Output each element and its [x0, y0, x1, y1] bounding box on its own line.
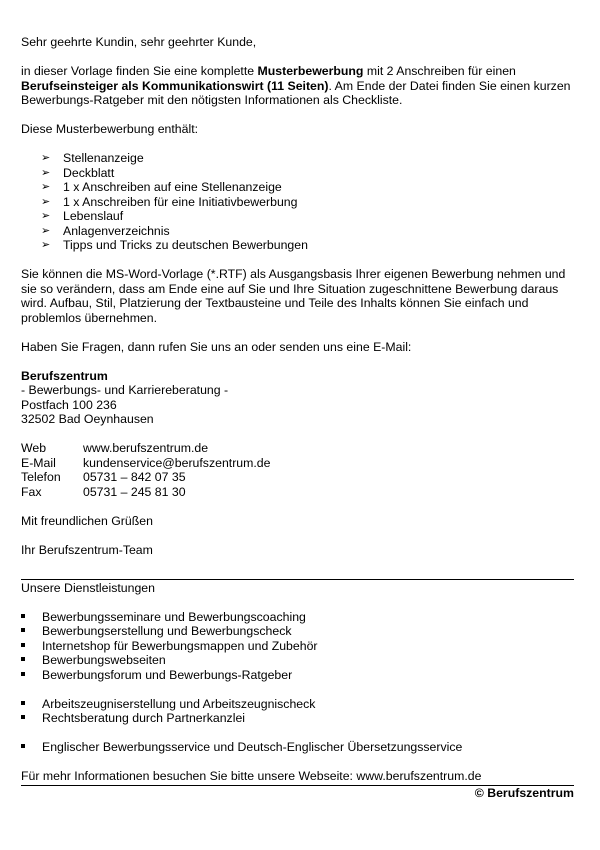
contact-table — [21, 441, 270, 499]
services-heading: Unsere Dienstleistungen — [21, 580, 155, 595]
square-bullet-icon — [21, 628, 25, 632]
services-list-2 — [21, 697, 576, 726]
services-list-1 — [21, 610, 576, 683]
document-page — [21, 35, 576, 800]
questions-line: Haben Sie Fragen, dann rufen Sie uns an oder senden uns eine E-Mail: — [21, 339, 412, 354]
arrowhead-right-icon: ➢ — [41, 195, 51, 208]
list-item: ➢ Lebenslauf — [41, 209, 124, 223]
list-item: Internetshop für Bewerbungsmappen und Zubehör — [21, 639, 576, 654]
arrowhead-right-icon: ➢ — [41, 239, 51, 251]
arrowhead-right-icon: ➢ — [41, 166, 51, 179]
list-item: ➢ 1 x Anschreiben auf eine Stellenanzeige — [41, 180, 282, 194]
intro-paragraph — [21, 64, 576, 108]
list-item: ➢ Stellenanzeige — [41, 151, 144, 165]
list-item: Bewerbungsforum und Bewerbungs-Ratgeber — [21, 668, 576, 683]
intro-bold-target: Berufseinsteiger als Kommunikationswirt (11 Seiten) — [21, 78, 329, 93]
website-link[interactable]: www.berufszentrum.de — [83, 441, 209, 455]
square-bullet-icon — [21, 614, 25, 618]
fax-number: 05731 – 245 81 30 — [83, 484, 186, 499]
square-bullet-icon — [21, 715, 25, 719]
phone-number: 05731 – 842 07 35 — [83, 470, 186, 484]
intro-text-3: . Am Ende der Datei finden Sie einen kurzen Bewerbungs-Ratgeber mit den nötigsten Informationen als Checkliste. — [21, 78, 571, 107]
square-bullet-icon — [21, 744, 25, 748]
list-item: ➢ Tipps und Tricks zu deutschen Bewerbungen — [41, 238, 308, 252]
signature: Ihr Berufszentrum-Team — [21, 542, 153, 557]
arrowhead-right-icon: ➢ — [41, 224, 51, 237]
list-item: ➢ Deckblatt — [41, 165, 115, 180]
company-name: Berufszentrum — [21, 368, 108, 383]
intro-text-1: in dieser Vorlage finden Sie eine komplette — [21, 64, 258, 78]
list-item: ➢ 1 x Anschreiben für eine Initiativbewerbung — [41, 194, 298, 209]
list-item: Bewerbungswebseiten — [21, 653, 576, 668]
copyright-notice: © Berufszentrum — [474, 785, 574, 800]
arrowhead-right-icon: ➢ — [41, 181, 51, 193]
intro-text-2: mit 2 Anschreiben für einen — [363, 64, 516, 78]
list-item: ➢ Anlagenverzeichnis — [41, 223, 170, 238]
contact-key: E-Mail — [21, 455, 56, 470]
list-item: Englischer Bewerbungsservice und Deutsch-Englischer Übersetzungsservice — [21, 740, 576, 755]
arrowhead-right-icon: ➢ — [41, 210, 51, 222]
salutation: Sehr geehrte Kundin, sehr geehrter Kunde, — [21, 35, 257, 49]
contact-key: Telefon — [21, 470, 61, 484]
contact-key: Fax — [21, 484, 42, 499]
contact-key: Web — [21, 441, 47, 455]
contact-row-web — [21, 441, 270, 456]
company-postbox: Postfach 100 236 — [21, 397, 117, 412]
list-item: Bewerbungsseminare und Bewerbungscoaching — [21, 610, 576, 625]
contents-heading: Diese Musterbewerbung enthält: — [21, 122, 199, 136]
contents-list — [21, 151, 576, 253]
list-item: Rechtsberatung durch Partnerkanzlei — [21, 711, 576, 726]
intro-bold-musterbewerbung: Musterbewerbung — [257, 64, 364, 78]
arrowhead-right-icon: ➢ — [41, 152, 51, 164]
email-link[interactable]: kundenservice@berufszentrum.de — [83, 455, 271, 470]
more-info-line[interactable]: Für mehr Informationen besuchen Sie bitte unsere Webseite: www.berufszentrum.de — [21, 769, 482, 783]
list-item: Arbeitszeugniserstellung und Arbeitszeugnischeck — [21, 697, 576, 712]
contact-row-fax — [21, 485, 270, 500]
list-item: Bewerbungserstellung und Bewerbungscheck — [21, 624, 576, 639]
usage-paragraph: Sie können die MS-Word-Vorlage (*.RTF) als Ausgangsbasis Ihrer eigenen Bewerbung nehmen und sie so verändern, dass am Ende eine auf Sie und Ihre Situation zugeschnittene Bewerbung daraus wird. Aufbau, Stil, Platzierung der Textbausteine und Teile des Inhalts können Sie einfach und problemlos übernehmen. — [21, 267, 566, 325]
services-list-3 — [21, 740, 576, 755]
square-bullet-icon — [21, 657, 25, 661]
company-tagline: - Bewerbungs- und Karriereberatung - — [21, 383, 229, 397]
company-city: 32502 Bad Oeynhausen — [21, 412, 154, 426]
contact-row-phone — [21, 470, 270, 485]
closing: Mit freundlichen Grüßen — [21, 513, 153, 528]
contact-row-email — [21, 456, 270, 471]
square-bullet-icon — [21, 672, 25, 676]
square-bullet-icon — [21, 643, 25, 647]
square-bullet-icon — [21, 701, 25, 705]
divider-top — [21, 579, 574, 580]
